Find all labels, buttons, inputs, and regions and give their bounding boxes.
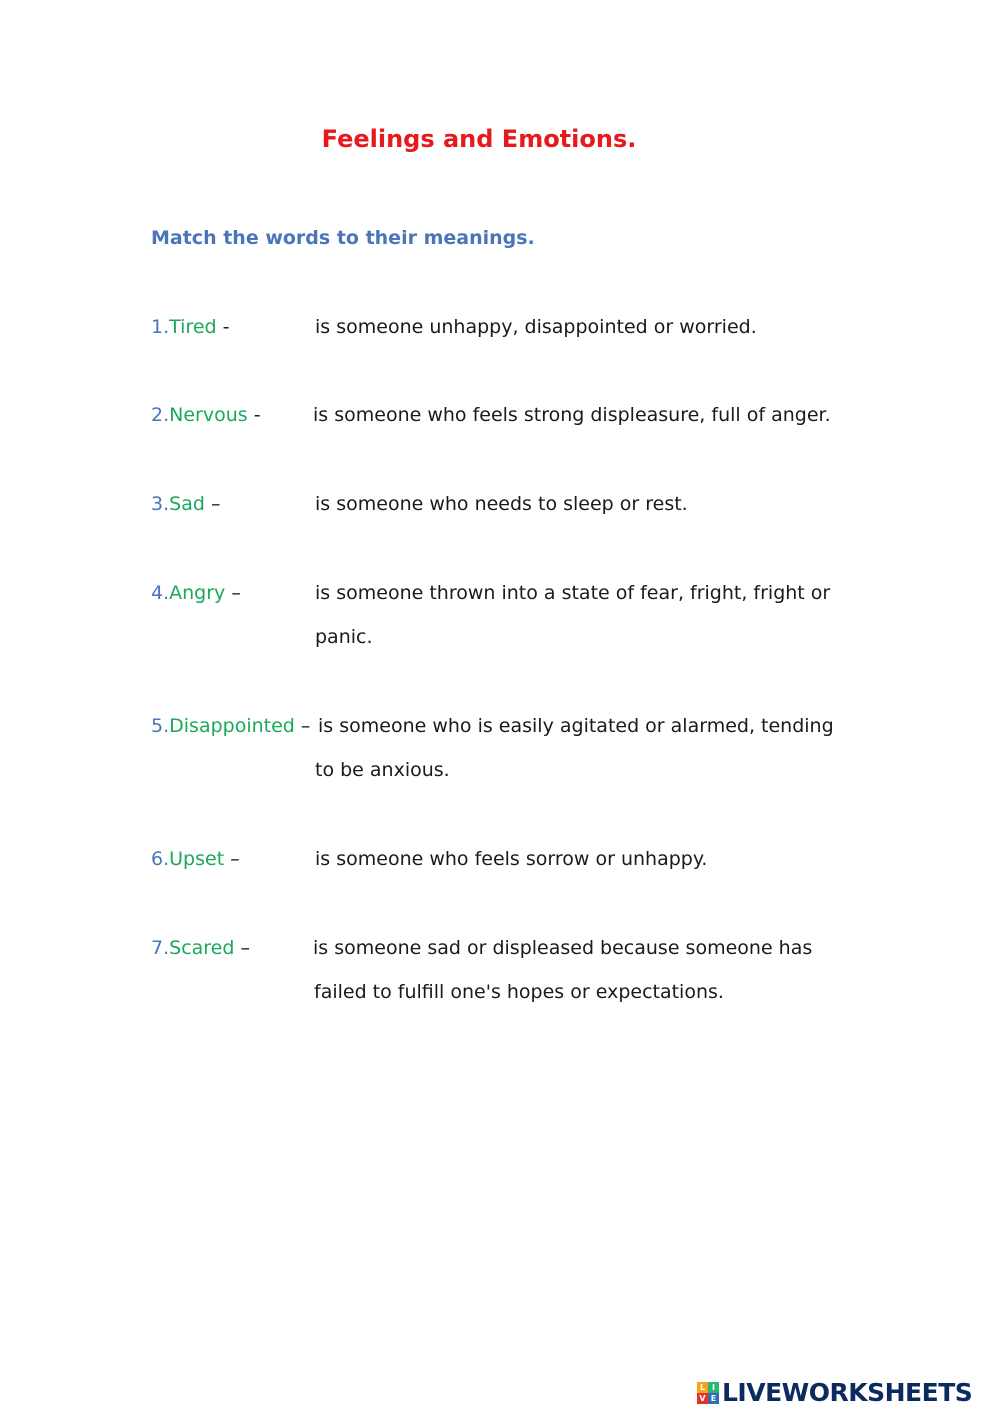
item-word: Nervous: [169, 404, 248, 426]
definition-line: is someone sad or displeased because someone has: [313, 937, 813, 959]
definition-text: [313, 393, 873, 437]
logo-mark-cell: L: [697, 1382, 708, 1393]
definition-line: is someone who feels strong displeasure, full of anger.: [313, 404, 831, 426]
item-word: Disappointed: [169, 715, 295, 737]
item-number: 7.: [151, 937, 170, 959]
definition-line: to be anxious.: [315, 759, 450, 781]
definition-line: is someone who is easily agitated or alarmed, tending: [318, 715, 834, 737]
definition-text: [315, 305, 875, 349]
item-separator: –: [294, 715, 311, 737]
definition-text: [315, 837, 875, 881]
item-word: Scared: [169, 937, 235, 959]
item-number: 4.: [151, 582, 170, 604]
definition-text: [313, 926, 873, 1014]
instruction-text: Match the words to their meanings.: [151, 227, 535, 249]
definition-line: failed to fulfill one's hopes or expectations.: [314, 981, 724, 1003]
term-label: [151, 846, 240, 872]
item-separator: –: [204, 493, 221, 515]
item-number: 1.: [151, 316, 170, 338]
definition-line: is someone thrown into a state of fear, fright, fright or: [315, 582, 831, 604]
term-label: [151, 402, 261, 428]
item-word: Angry: [169, 582, 226, 604]
definition-text: [315, 482, 875, 526]
item-number: 6.: [151, 848, 170, 870]
item-separator: -: [216, 316, 230, 338]
item-number: 3.: [151, 493, 170, 515]
definition-text: [315, 704, 875, 792]
definition-line: is someone unhappy, disappointed or worried.: [315, 316, 757, 338]
definition-line: panic.: [315, 626, 373, 648]
item-word: Sad: [169, 493, 205, 515]
logo-mark-cell: I: [708, 1382, 719, 1393]
definition-text: [315, 571, 875, 659]
page-title: Feelings and Emotions.: [321, 125, 637, 153]
definition-line: is someone who feels sorrow or unhappy.: [315, 848, 708, 870]
item-separator: –: [234, 937, 250, 959]
term-label: [151, 491, 220, 517]
item-number: 2.: [151, 404, 170, 426]
item-word: Upset: [169, 848, 225, 870]
liveworksheets-logo: [697, 1378, 972, 1408]
item-separator: –: [224, 848, 240, 870]
item-separator: -: [247, 404, 261, 426]
item-number: 5.: [151, 715, 170, 737]
item-word: Tired: [169, 316, 217, 338]
logo-mark-cell: V: [697, 1393, 708, 1404]
term-label: [151, 935, 250, 961]
logo-text: LIVEWORKSHEETS: [722, 1378, 973, 1407]
term-label: [151, 314, 230, 340]
item-separator: –: [225, 582, 241, 604]
term-label: [151, 713, 310, 739]
logo-mark-icon: [697, 1382, 719, 1404]
logo-mark-cell: E: [708, 1393, 719, 1404]
definition-line: is someone who needs to sleep or rest.: [315, 493, 688, 515]
term-label: [151, 580, 241, 606]
